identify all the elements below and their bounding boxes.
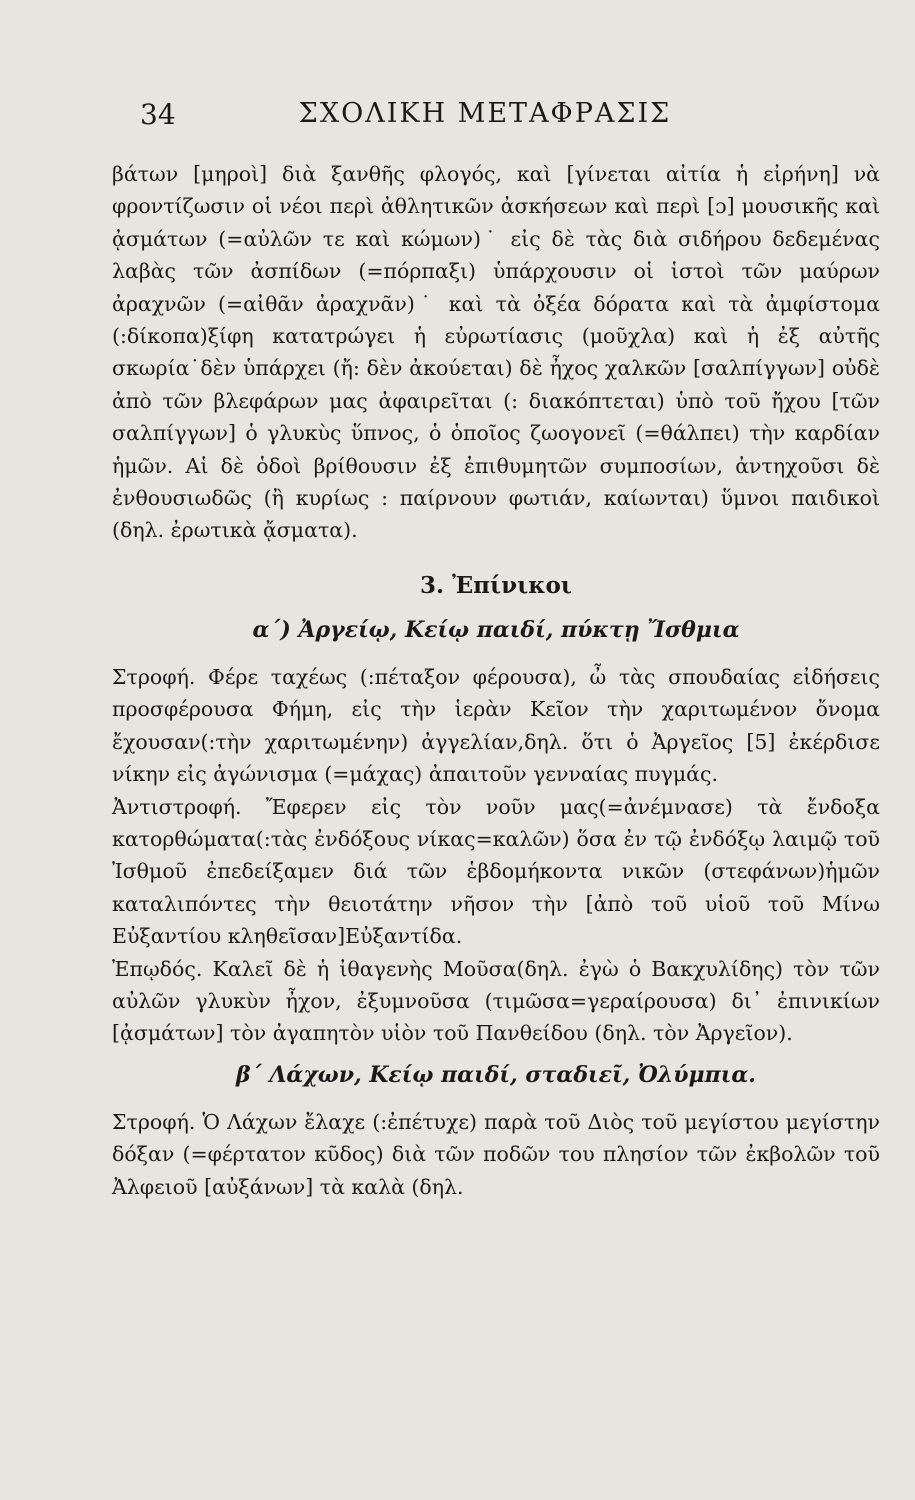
epode-paragraph-1: Ἐπῳδός. Καλεῖ δὲ ἡ ἰθαγενὴς Μοῦσα(δηλ. ἐγὼ ὁ Βακχυλίδης) τὸν τῶν αὐλῶν γλυκὺν ἦχον, ἐξυμνοῦσα (τιμῶσα=γεραίρουσα) δι᾽ ἐπινικίων [ᾀσμάτων] τὸν ἀγαπητὸν υἱὸν τοῦ Πανθείδου (δηλ. τὸν Ἀργεῖον). — [112, 956, 880, 1046]
page-header — [100, 98, 870, 138]
ode-title-1: α΄) Ἀργείῳ, Κείῳ παιδί, πύκτῃ Ἴσθμια — [252, 616, 740, 643]
page-number: 34 — [140, 98, 176, 131]
running-title: ΣΧΟΛΙΚΗ ΜΕΤΑΦΡΑΣΙΣ — [298, 98, 672, 129]
section-heading: 3. Ἐπίνικοι — [420, 571, 572, 599]
ode-title-2: β΄ Λάχων, Κείῳ παιδί, σταδιεῖ, Ὀλύμπια. — [236, 1061, 756, 1088]
commentary-paragraph: βάτων [μηροὶ] διὰ ξανθῆς φλογός, καὶ [γίνεται αἰτία ἡ εἰρήνη] νὰ φροντίζωσιν οἱ νέοι περὶ ἀθλητικῶν ἀσκήσεων καὶ περὶ [ɔ] μουσικῆς καὶ ᾀσμάτων (=αὐλῶν τε καὶ κώμων)˙ εἰς δὲ τὰς διὰ σιδήρου δεδεμένας λαβὰς τῶν ἀσπίδων (=πόρπαξι) ὑπάρχουσιν οἱ ἱστοὶ τῶν μαύρων ἀραχνῶν (=αἰθᾶν ἀραχνᾶν)˙ καὶ τὰ ὀξέα δόρατα καὶ τὰ ἀμφίστομα (:δίκοπα)ξίφη κατατρώγει ἡ εὐρωτίασις (μοῦχλα) καὶ ἡ ἐξ αὐτῆς σκωρία˙δὲν ὑπάρχει (ἤ: δὲν ἀκούεται) δὲ ἦχος χαλκῶν [σαλπίγγων] οὐδὲ ἀπὸ τῶν βλεφάρων μας ἀφαιρεῖται (: διακόπτεται) ὑπὸ τοῦ ἤχου [τῶν σαλπίγγων] ὁ γλυκὺς ὕπνος, ὁ ὁποῖος ζωογονεῖ (=θάλπει) τὴν καρδίαν ἡμῶν. Αἱ δὲ ὁδοὶ βρίθουσιν ἐξ ἐπιθυμητῶν συμποσίων, ἀντηχοῦσι δὲ ἐνθουσιωδῶς (ἢ κυρίως : παίρνουν φωτιάν, καίωνται) ὕμνοι παιδικοὶ (δηλ. ἐρωτικὰ ᾄσματα). — [112, 162, 880, 543]
antistrophe-paragraph-1: Ἀντιστροφή. Ἔφερεν εἰς τὸν νοῦν μας(=ἀνέμνασε) τὰ ἔνδοξα κατορθώματα(:τὰς ἐνδόξους νίκας=καλῶν) ὅσα ἐν τῷ ἐνδόξῳ λαιμῷ τοῦ Ἰσθμοῦ ἐπεδείξαμεν διά τῶν ἑβδομήκοντα νικῶν (στεφάνων)ἡμῶν καταλιπόντες τὴν θειοτάτην νῆσον τὴν [ἀπὸ τοῦ υἱοῦ τοῦ Μίνω Εὐξαντίου κληθεῖσαν]Εὐξαντίδα. — [112, 794, 880, 949]
strophe-paragraph-1: Στροφή. Φέρε ταχέως (:πέταξον φέρουσα), ὦ τὰς σπουδαίας εἰδήσεις προσφέρουσα Φήμη, εἰς τὴν ἱερὰν Κεῖον τὴν χαριτωμένον ὄνομα ἔχουσαν(:τὴν χαριτωμένην) ἀγγελίαν,δηλ. ὅτι ὁ Ἀργεῖος [5] ἐκέρδισε νίκην εἰς ἀγώνισμα (=μάχας) ἀπαιτοῦν γενναίας πυγμάς. — [112, 664, 880, 787]
page-body — [112, 158, 880, 1203]
strophe-paragraph-2: Στροφή. Ὁ Λάχων ἔλαχε (:ἐπέτυχε) παρὰ τοῦ Διὸς τοῦ μεγίστου μεγίστην δόξαν (=φέρτατον κῦδος) διὰ τῶν ποδῶν του πλησίον τῶν ἐκβολῶν τοῦ Ἀλφειοῦ [αὐξάνων] τὰ καλὰ (δηλ. — [112, 1109, 880, 1199]
